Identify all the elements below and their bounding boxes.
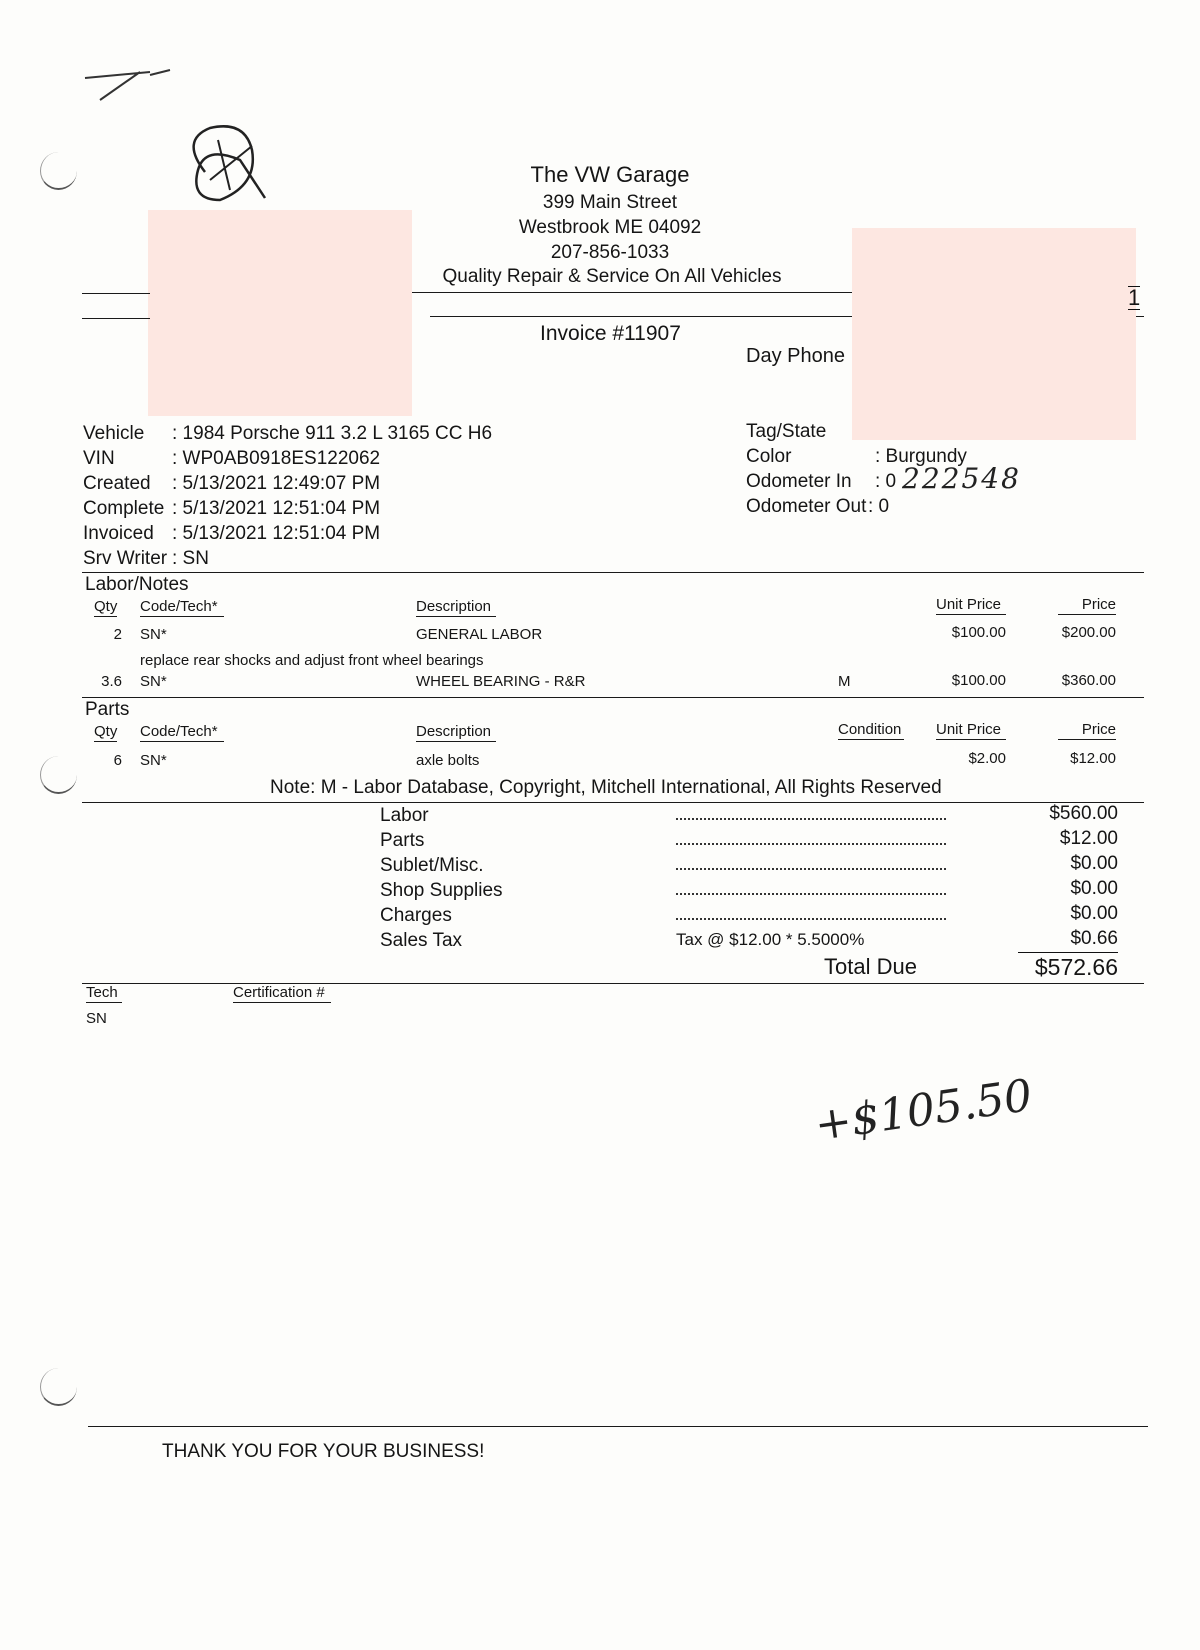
- footer-rule: [88, 1426, 1148, 1427]
- parts-row-1-unit-price: $2.00: [968, 750, 1006, 767]
- parts-row-1-price: $12.00: [1070, 750, 1116, 767]
- certification-label: Certification #: [233, 984, 331, 1003]
- shop-street: 399 Main Street: [542, 192, 678, 213]
- invoiced-label: Invoiced: [83, 523, 154, 544]
- total-supplies-value: $0.00: [1070, 878, 1118, 899]
- total-tax-detail: Tax @ $12.00 * 5.5000%: [676, 930, 865, 949]
- total-labor-leader: [676, 818, 946, 820]
- handwritten-scribble: [80, 50, 280, 210]
- vehicle-label: Vehicle: [83, 423, 145, 444]
- total-parts-value: $12.00: [1059, 828, 1118, 849]
- odometer-in-label: Odometer In: [746, 471, 852, 492]
- vehicle-value: : 1984 Porsche 911 3.2 L 3165 CC H6: [172, 423, 493, 444]
- complete-label: Complete: [83, 498, 165, 519]
- parts-row-1-description: axle bolts: [416, 752, 480, 769]
- labor-description-header: Description: [416, 598, 496, 617]
- invoiced-value: : 5/13/2021 12:51:04 PM: [172, 523, 381, 544]
- labor-row-2-qty: 3.6: [101, 673, 122, 690]
- total-parts-label: Parts: [380, 830, 425, 851]
- total-sublet-label: Sublet/Misc.: [380, 855, 484, 876]
- invoice-title: Invoice #11907: [540, 322, 681, 345]
- header-rule-left-top: [82, 293, 150, 294]
- total-due-label: Total Due: [824, 954, 917, 979]
- parts-condition-header: Condition: [838, 721, 904, 740]
- labor-row-1-price: $200.00: [1061, 624, 1116, 641]
- binder-hole-top: [40, 152, 77, 190]
- day-phone-label: Day Phone: [746, 345, 845, 367]
- total-supplies-label: Shop Supplies: [380, 880, 503, 901]
- header-rule-center: [430, 316, 852, 317]
- labor-row-2-flag: M: [838, 673, 851, 690]
- odometer-out-label: Odometer Out: [746, 496, 867, 517]
- parts-section-rule: [82, 697, 1144, 698]
- tech-value: SN: [86, 1010, 107, 1027]
- shop-name: The VW Garage: [530, 162, 690, 187]
- customer-info-redaction: [148, 210, 412, 416]
- total-charges-value: $0.00: [1070, 903, 1118, 924]
- labor-row-2-price: $360.00: [1061, 672, 1116, 689]
- total-charges-leader: [676, 918, 946, 920]
- writer-label: Srv Writer: [83, 548, 168, 569]
- account-info-redaction: [852, 228, 1136, 440]
- labor-row-1-unit-price: $100.00: [951, 624, 1006, 641]
- mitchell-note: Note: M - Labor Database, Copyright, Mitchell International, All Rights Reserved: [270, 777, 942, 798]
- labor-row-2-unit-price: $100.00: [951, 672, 1006, 689]
- total-labor-label: Labor: [380, 805, 429, 826]
- page-number: 1: [1128, 285, 1141, 310]
- labor-unit-price-header: Unit Price: [936, 596, 1006, 615]
- labor-code-header: Code/Tech*: [140, 598, 224, 617]
- labor-price-header: Price: [1058, 596, 1116, 615]
- labor-row-1-qty: 2: [113, 626, 122, 643]
- complete-value: : 5/13/2021 12:51:04 PM: [172, 498, 381, 519]
- labor-section-rule: [82, 572, 1144, 573]
- shop-tagline: Quality Repair & Service On All Vehicles: [442, 266, 782, 287]
- labor-note: replace rear shocks and adjust front wheel bearings: [140, 652, 484, 669]
- created-label: Created: [83, 473, 151, 494]
- parts-unit-price-header: Unit Price: [936, 721, 1006, 740]
- shop-city: Westbrook ME 04092: [518, 217, 702, 238]
- vin-label: VIN: [83, 448, 115, 469]
- total-parts-leader: [676, 843, 946, 845]
- created-value: : 5/13/2021 12:49:07 PM: [172, 473, 381, 494]
- odometer-out-value: : 0: [868, 496, 890, 517]
- color-label: Color: [746, 446, 792, 467]
- labor-row-1-description: GENERAL LABOR: [416, 626, 543, 643]
- tech-label: Tech: [86, 984, 122, 1003]
- parts-description-header: Description: [416, 723, 496, 742]
- total-due-value: $572.66: [1018, 952, 1118, 981]
- handwritten-amount: +$105.50: [811, 1070, 1036, 1151]
- vin-value: : WP0AB0918ES122062: [172, 448, 381, 469]
- total-labor-value: $560.00: [1049, 803, 1118, 824]
- binder-hole-middle: [40, 756, 77, 794]
- odometer-handwritten: 222548: [902, 462, 1021, 495]
- labor-qty-header: Qty: [94, 598, 118, 615]
- odometer-in-value: : 0: [875, 471, 897, 492]
- footer-thanks: THANK YOU FOR YOUR BUSINESS!: [162, 1441, 485, 1462]
- parts-price-header: Price: [1058, 721, 1116, 740]
- parts-section-title: Parts: [85, 699, 130, 720]
- header-rule-left-bottom: [82, 318, 150, 319]
- labor-row-1-code: SN*: [140, 626, 167, 643]
- total-supplies-leader: [676, 893, 946, 895]
- parts-row-1-code: SN*: [140, 752, 167, 769]
- labor-section-title: Labor/Notes: [85, 574, 189, 595]
- parts-row-1-qty: 6: [113, 752, 122, 769]
- total-tax-value: $0.66: [1070, 928, 1118, 949]
- writer-value: : SN: [172, 548, 209, 569]
- binder-hole-bottom: [40, 1368, 77, 1406]
- total-sublet-value: $0.00: [1070, 853, 1118, 874]
- header-rule-right: [1136, 316, 1144, 317]
- header-rule-tagline: [412, 292, 852, 293]
- labor-row-2-description: WHEEL BEARING - R&R: [416, 673, 586, 690]
- labor-row-2-code: SN*: [140, 673, 167, 690]
- total-tax-label: Sales Tax: [380, 930, 463, 951]
- parts-code-header: Code/Tech*: [140, 723, 224, 742]
- total-sublet-leader: [676, 868, 946, 870]
- color-value: : Burgundy: [875, 446, 967, 467]
- total-charges-label: Charges: [380, 905, 452, 926]
- parts-qty-header: Qty: [94, 723, 118, 740]
- shop-phone: 207-856-1033: [550, 242, 670, 263]
- totals-top-rule: [82, 802, 1144, 803]
- tag-state-label: Tag/State: [746, 421, 827, 442]
